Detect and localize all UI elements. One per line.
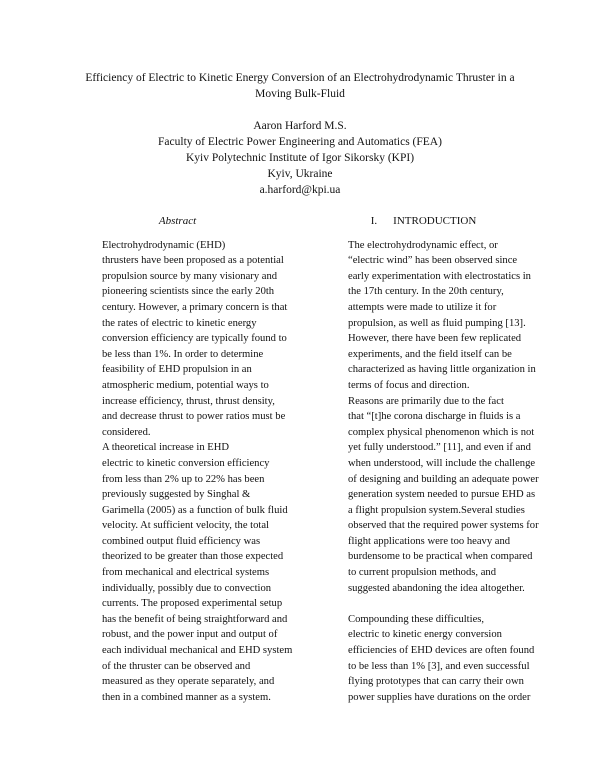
text-line: burdensome to be practical when compared <box>348 551 533 563</box>
text-line: thrusters have been proposed as a potential <box>102 255 284 267</box>
text-line: robust, and the power input and output of <box>102 629 278 641</box>
text-line: terms of focus and direction. <box>348 379 470 391</box>
author-institution: Kyiv Polytechnic Institute of Igor Sikorsky (KPI) <box>185 152 415 164</box>
text-line: propulsion source by many visionary and <box>102 270 278 282</box>
text-line: the 17th century. In the 20th century, <box>348 286 504 298</box>
text-line: A theoretical increase in EHD <box>102 442 230 454</box>
text-line: when understood, will include the challenge <box>348 457 536 469</box>
body-paragraph <box>316 238 536 394</box>
text-line: atmospheric medium, potential ways to <box>102 379 269 391</box>
text-line: characterized as having little organization in <box>348 364 536 376</box>
author-block <box>100 118 500 198</box>
text-line: to be less than 1% [3], and even successful <box>348 660 530 672</box>
text-line: century. However, a primary concern is that <box>102 301 288 313</box>
text-line: Compounding these difficulties, <box>348 613 485 625</box>
text-line: Garimella (2005) as a function of bulk fluid <box>102 504 288 516</box>
text-line: the rates of electric to kinetic energy <box>102 317 257 329</box>
section-heading <box>316 214 531 230</box>
text-line: suggested abandoning the idea altogether. <box>348 582 525 594</box>
text-line: theorized to be greater than those expected <box>102 551 284 563</box>
left-column <box>70 214 293 705</box>
text-line: be less than 1%. In order to determine <box>102 348 264 360</box>
text-line: flight applications were too heavy and <box>348 535 511 547</box>
author-affiliation: Faculty of Electric Power Engineering and Automatics (FEA) <box>158 136 442 148</box>
text-line: efficiencies of EHD devices are often found <box>348 645 535 657</box>
text-line: flying prototypes that can carry their own <box>348 676 524 688</box>
abstract-heading: Abstract <box>158 215 197 227</box>
text-line: of designing and building an adequate power <box>348 473 539 485</box>
text-line: considered. <box>102 426 151 438</box>
section-title: INTRODUCTION <box>393 215 477 227</box>
text-line: However, there have been few replicated <box>348 333 522 345</box>
text-line: has the benefit of being straightforward and <box>102 613 288 625</box>
text-line: observed that the required power systems for <box>348 520 539 532</box>
abstract-paragraph <box>70 238 288 441</box>
text-line: measured as they operate separately, and <box>102 676 275 688</box>
text-line: generation system needed to pursue EHD as <box>348 489 536 501</box>
text-line: electric to kinetic conversion efficiency <box>102 457 270 469</box>
text-line: power supplies have durations on the order <box>348 691 531 703</box>
text-line: pioneering scientists since the early 20th <box>102 286 275 298</box>
text-line: currents. The proposed experimental setup <box>102 598 283 610</box>
text-line: propulsion, as well as fluid pumping [13]. <box>348 317 526 329</box>
paper-title <box>60 70 540 102</box>
author-location: Kyiv, Ukraine <box>267 168 333 180</box>
right-column <box>316 214 539 705</box>
text-line: each individual mechanical and EHD system <box>102 645 293 657</box>
text-line: previously suggested by Singhal & <box>102 489 251 501</box>
text-line: individually, possibly due to convection <box>102 582 272 594</box>
text-line: Electrohydrodynamic (EHD) <box>102 239 226 251</box>
body-paragraph <box>316 394 539 597</box>
text-line: feasibility of EHD propulsion in an <box>102 364 252 376</box>
text-line: and decrease thrust to power ratios must be <box>102 411 286 423</box>
text-line: experiments, and the field itself can be <box>348 348 512 360</box>
text-line: electric to kinetic energy conversion <box>348 629 502 641</box>
author-email: a.harford@kpi.ua <box>259 184 341 196</box>
text-line: conversion efficiency are typically found to <box>102 333 287 345</box>
text-line: to current propulsion methods, and <box>348 567 496 579</box>
text-line: from mechanical and electrical systems <box>102 567 270 579</box>
title-line: Efficiency of Electric to Kinetic Energy Conversion of an Electrohydrodynamic Thruster in a <box>85 72 515 84</box>
text-line: then in a combined manner as a system. <box>102 691 271 703</box>
text-line: velocity. At sufficient velocity, the total <box>102 520 270 532</box>
text-line: that “[t]he corona discharge in fluids is a <box>348 411 521 423</box>
author-name: Aaron Harford M.S. <box>253 120 347 132</box>
section-number: I. <box>370 215 378 227</box>
title-line: Moving Bulk-Fluid <box>255 88 345 100</box>
text-line: complex physical phenomenon which is not <box>348 426 535 438</box>
text-line: The electrohydrodynamic effect, or <box>348 239 498 251</box>
text-line: increase efficiency, thrust, thrust density, <box>102 395 275 407</box>
text-line: combined output fluid efficiency was <box>102 535 261 547</box>
abstract-paragraph <box>70 440 293 705</box>
text-line: a flight propulsion system.Several studies <box>348 504 525 516</box>
body-paragraph <box>316 612 535 706</box>
text-line: yet fully understood.” [11], and even if and <box>348 442 531 454</box>
text-line: of the thruster can be observed and <box>102 660 251 672</box>
text-line: “electric wind” has been observed since <box>348 255 518 267</box>
text-line: Reasons are primarily due to the fact <box>348 395 504 407</box>
text-line: attempts were made to utilize it for <box>348 301 497 313</box>
text-line: from less than 2% up to 22% has been <box>102 473 265 485</box>
text-line: early experimentation with electrostatics in <box>348 270 531 282</box>
